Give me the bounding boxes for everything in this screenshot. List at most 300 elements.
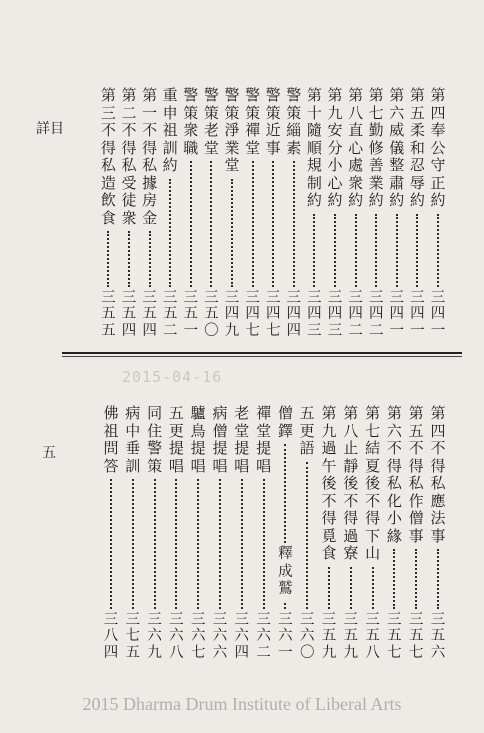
- divider-rule-thin: [62, 356, 462, 357]
- text-char: 三: [387, 611, 402, 628]
- text-char: 三: [327, 322, 343, 339]
- text-char: 夏: [365, 456, 381, 475]
- text-char: 心: [348, 138, 364, 157]
- entry-title: [101, 88, 116, 228]
- text-char: 修: [368, 138, 384, 157]
- entry-page-number: [365, 613, 380, 663]
- entry-page-number: [390, 291, 405, 341]
- text-char: 三: [408, 611, 424, 628]
- leader-dots: [372, 567, 374, 609]
- entry-title: [321, 406, 336, 564]
- toc-entry: [346, 88, 366, 340]
- text-char: 私: [142, 156, 158, 174]
- text-char: 得: [121, 138, 137, 157]
- text-char: 衆: [121, 208, 137, 227]
- text-char: 化: [386, 491, 402, 510]
- entry-page-number: [348, 291, 363, 341]
- entry-title: [169, 406, 184, 476]
- text-char: 職: [183, 138, 199, 157]
- text-char: 九: [321, 644, 337, 661]
- text-char: 警: [183, 86, 199, 104]
- text-char: 六: [169, 628, 184, 644]
- leader-dots: [284, 603, 286, 609]
- text-char: 善: [368, 156, 384, 174]
- text-char: 守: [430, 156, 446, 174]
- leader-dots: [328, 567, 330, 609]
- entry-page-number: [225, 291, 240, 341]
- toc-entry: [140, 88, 160, 340]
- text-char: 六: [234, 628, 250, 644]
- entry-title: [365, 406, 380, 564]
- text-char: 造: [100, 173, 116, 192]
- text-char: 私: [386, 474, 402, 492]
- text-char: 唱: [256, 456, 272, 475]
- text-char: 八: [169, 644, 184, 661]
- entry-page-number: [344, 613, 359, 663]
- text-char: 六: [386, 421, 402, 440]
- text-char: 八: [343, 421, 359, 440]
- toc-entry: [284, 88, 304, 340]
- text-char: 四: [389, 306, 405, 322]
- toc-entry: [210, 406, 230, 662]
- text-char: 得: [365, 509, 381, 527]
- text-char: 策: [224, 103, 240, 122]
- text-char: 重: [162, 86, 178, 104]
- leader-dots: [219, 479, 221, 609]
- text-char: 問: [103, 439, 119, 457]
- text-char: 第: [368, 86, 384, 104]
- entry-page-number: [387, 613, 402, 663]
- text-char: 一: [389, 322, 405, 339]
- text-char: 更: [168, 421, 184, 440]
- text-char: 五: [121, 306, 137, 322]
- text-char: 食: [100, 208, 116, 227]
- leader-dots: [306, 462, 308, 609]
- text-char: 後: [321, 474, 337, 492]
- text-char: 第: [389, 86, 405, 104]
- leader-dots: [437, 549, 439, 609]
- text-char: 第: [409, 86, 425, 104]
- leader-dots: [190, 161, 192, 287]
- text-char: 據: [142, 173, 158, 192]
- text-char: 堂: [224, 156, 240, 174]
- text-char: 一: [430, 322, 446, 339]
- text-char: 警: [245, 86, 261, 104]
- text-char: 四: [265, 306, 281, 322]
- entry-title: [348, 88, 363, 211]
- text-char: 三: [234, 611, 250, 628]
- entry-title: [234, 406, 249, 476]
- toc-entry: [275, 406, 295, 662]
- toc-entry: [98, 88, 118, 340]
- text-char: 忍: [409, 156, 425, 174]
- toc-entry: [101, 406, 121, 662]
- text-char: 三: [121, 289, 137, 306]
- text-char: 更: [299, 421, 315, 440]
- text-char: 四: [410, 306, 425, 322]
- text-char: 分: [327, 138, 343, 157]
- text-char: 第: [142, 86, 158, 104]
- entry-title: [286, 88, 301, 158]
- text-char: 一: [410, 322, 425, 339]
- text-char: 約: [409, 191, 425, 209]
- text-char: 不: [343, 491, 359, 510]
- text-char: 約: [430, 191, 446, 209]
- text-char: 三: [125, 611, 141, 628]
- text-char: 業: [368, 173, 384, 192]
- text-char: 威: [389, 121, 405, 139]
- text-char: 唱: [212, 456, 228, 475]
- text-char: 三: [278, 611, 293, 628]
- text-char: 不: [365, 491, 381, 510]
- entry-title: [343, 406, 358, 564]
- text-char: 五: [387, 628, 402, 644]
- text-char: 八: [348, 103, 364, 122]
- text-char: 寮: [343, 544, 359, 562]
- text-char: 二: [348, 322, 363, 339]
- text-char: 不: [430, 439, 446, 457]
- text-char: 止: [343, 439, 359, 457]
- entry-title: [410, 88, 425, 211]
- text-char: 堂: [245, 138, 261, 157]
- leader-dots: [231, 179, 233, 287]
- entry-title: [183, 88, 198, 158]
- text-char: 和: [409, 138, 425, 157]
- text-char: 警: [203, 86, 219, 104]
- text-char: 第: [430, 86, 446, 104]
- text-char: 六: [430, 644, 446, 661]
- text-char: 九: [327, 103, 343, 122]
- text-char: 三: [224, 289, 240, 306]
- text-char: 緇: [286, 121, 302, 139]
- text-char: 過: [343, 526, 359, 545]
- text-char: 策: [183, 103, 199, 122]
- leader-dots: [263, 479, 265, 609]
- leader-dots: [169, 179, 171, 287]
- text-char: 提: [256, 439, 272, 457]
- text-char: 五: [125, 644, 141, 661]
- text-char: 三: [327, 289, 343, 306]
- text-char: 衆: [348, 173, 364, 192]
- entry-author: [278, 547, 293, 600]
- toc-entry: [406, 406, 426, 662]
- entry-page-number: [245, 291, 260, 341]
- text-char: 素: [286, 138, 302, 157]
- leader-dots: [313, 214, 315, 287]
- text-char: 第: [408, 404, 424, 422]
- text-char: 第: [343, 404, 359, 422]
- text-char: 鷲: [278, 581, 293, 597]
- text-char: 後: [343, 474, 359, 492]
- text-char: 〇: [299, 644, 315, 661]
- text-char: 禪: [245, 121, 261, 139]
- text-char: 策: [286, 103, 302, 122]
- text-char: 四: [103, 644, 119, 661]
- entry-title: [300, 406, 315, 459]
- text-char: 食: [321, 544, 337, 562]
- text-char: 提: [168, 439, 184, 457]
- text-char: 七: [368, 103, 384, 122]
- toc-entry: [145, 406, 165, 662]
- text-char: 午: [321, 456, 337, 475]
- text-char: 僧: [277, 404, 293, 422]
- text-char: 病: [212, 404, 228, 422]
- text-char: 隨: [306, 121, 322, 139]
- text-char: 後: [365, 474, 381, 492]
- text-char: 五: [408, 628, 424, 644]
- text-char: 四: [142, 322, 157, 339]
- text-char: 語: [299, 439, 315, 457]
- leader-dots: [241, 479, 243, 609]
- text-char: 得: [343, 509, 359, 527]
- text-char: 住: [147, 421, 163, 440]
- text-char: 七: [125, 628, 141, 644]
- text-char: 警: [147, 439, 163, 457]
- text-char: 三: [103, 611, 119, 628]
- text-char: 三: [190, 611, 206, 628]
- text-char: 五: [365, 628, 380, 644]
- entry-page-number: [169, 613, 184, 663]
- text-char: 成: [278, 563, 293, 580]
- entry-title: [307, 88, 322, 211]
- text-char: 四: [430, 103, 446, 122]
- entry-title: [389, 88, 404, 211]
- entry-title: [430, 88, 445, 211]
- text-char: 禪: [256, 404, 272, 422]
- text-char: 房: [142, 191, 158, 209]
- running-header-char: 詳目: [36, 121, 64, 137]
- text-char: 四: [121, 322, 137, 339]
- entry-page-number: [142, 291, 157, 341]
- text-char: 公: [430, 138, 446, 157]
- entry-page-number: [104, 613, 119, 663]
- entry-title: [204, 88, 219, 158]
- text-char: 提: [234, 439, 250, 457]
- text-char: 五: [343, 628, 359, 644]
- text-char: 一: [183, 322, 199, 339]
- text-char: 二: [162, 322, 178, 339]
- entry-page-number: [328, 291, 343, 341]
- text-char: 下: [365, 526, 381, 545]
- leader-dots: [396, 214, 398, 287]
- toc-entry: [407, 88, 427, 340]
- leader-dots: [110, 479, 112, 609]
- text-char: 柔: [409, 121, 425, 139]
- text-char: 飲: [100, 191, 116, 209]
- toc-entry: [232, 406, 252, 662]
- text-char: 三: [307, 322, 322, 339]
- entry-title: [142, 88, 157, 228]
- text-char: 緣: [386, 526, 402, 545]
- toc-entry: [297, 406, 317, 662]
- toc-entry: [181, 88, 201, 340]
- entry-page-number: [300, 613, 315, 663]
- entry-title: [191, 406, 206, 476]
- text-char: 三: [100, 103, 116, 122]
- text-char: 二: [121, 103, 137, 122]
- text-char: 結: [365, 439, 381, 457]
- leader-dots: [284, 444, 286, 543]
- text-char: 靜: [343, 456, 359, 475]
- text-char: 訓: [125, 456, 141, 475]
- text-char: 三: [286, 289, 302, 306]
- toc-entry: [160, 88, 180, 340]
- text-char: 第: [348, 86, 364, 104]
- entry-page-number: [266, 291, 281, 341]
- text-char: 事: [408, 526, 424, 545]
- text-char: 過: [321, 439, 337, 457]
- text-char: 私: [121, 156, 137, 174]
- text-char: 得: [386, 456, 402, 475]
- text-char: 四: [286, 306, 302, 322]
- running-header: [36, 118, 64, 136]
- entry-title: [430, 406, 445, 546]
- text-char: 約: [162, 156, 178, 174]
- text-char: 〇: [204, 322, 219, 339]
- text-char: 奉: [430, 121, 446, 139]
- entry-page-number: [122, 291, 137, 341]
- text-char: 一: [142, 103, 158, 122]
- text-char: 七: [387, 644, 402, 661]
- text-char: 得: [408, 456, 424, 475]
- text-char: 三: [430, 289, 446, 306]
- text-char: 五: [142, 306, 157, 322]
- text-char: 訓: [162, 138, 178, 157]
- text-char: 得: [142, 138, 158, 157]
- text-char: 業: [224, 138, 240, 157]
- text-char: 七: [265, 322, 281, 339]
- text-char: 三: [169, 611, 184, 628]
- text-char: 受: [121, 173, 137, 192]
- page-number: 五: [42, 445, 56, 461]
- text-char: 三: [265, 289, 281, 306]
- entry-page-number: [213, 613, 228, 663]
- text-char: 處: [348, 156, 364, 174]
- entry-page-number: [287, 291, 302, 341]
- text-char: 驢: [190, 404, 206, 422]
- text-char: 八: [365, 644, 380, 661]
- text-char: 金: [142, 208, 158, 227]
- text-char: 五: [409, 103, 425, 122]
- text-char: 私: [408, 474, 424, 492]
- toc-entry: [325, 88, 345, 340]
- text-char: 覓: [321, 526, 337, 545]
- text-char: 第: [430, 404, 446, 422]
- entry-title: [327, 88, 342, 211]
- leader-dots: [437, 214, 439, 287]
- text-char: 二: [368, 322, 384, 339]
- text-char: 四: [430, 306, 446, 322]
- text-char: 徒: [121, 191, 137, 209]
- leader-dots: [149, 231, 151, 287]
- text-char: 警: [224, 86, 240, 104]
- entry-page-number: [431, 291, 446, 341]
- text-char: 四: [348, 306, 363, 322]
- entry-page-number: [147, 613, 162, 663]
- text-char: 二: [256, 644, 271, 661]
- text-char: 三: [410, 289, 425, 306]
- text-char: 老: [203, 121, 219, 139]
- leader-dots: [393, 549, 395, 609]
- text-char: 策: [245, 103, 261, 122]
- entry-title: [409, 406, 424, 546]
- text-char: 四: [307, 306, 322, 322]
- text-char: 策: [265, 103, 281, 122]
- text-char: 五: [408, 421, 424, 440]
- toc-entry: [304, 88, 324, 340]
- text-char: 第: [100, 86, 116, 104]
- date-stamp: 2015-04-16: [122, 368, 223, 386]
- text-char: 三: [212, 611, 228, 628]
- text-char: 作: [408, 491, 424, 510]
- text-char: 三: [430, 611, 446, 628]
- text-char: 小: [327, 156, 343, 174]
- text-char: 提: [190, 439, 206, 457]
- text-char: 三: [365, 611, 380, 628]
- text-char: 十: [306, 103, 322, 122]
- text-char: 唱: [168, 456, 184, 475]
- toc-entry: [341, 406, 361, 662]
- text-char: 七: [245, 322, 260, 339]
- text-char: 事: [265, 138, 281, 157]
- toc-entry: [119, 88, 139, 340]
- text-char: 病: [125, 404, 141, 422]
- divider-rule: [62, 352, 462, 354]
- text-char: 四: [234, 644, 250, 661]
- text-char: 淨: [224, 121, 240, 139]
- text-char: 九: [224, 322, 240, 339]
- text-char: 私: [430, 474, 446, 492]
- text-char: 辱: [409, 173, 425, 192]
- text-char: 策: [147, 456, 163, 475]
- text-char: 三: [147, 611, 162, 628]
- text-char: 不: [386, 439, 402, 457]
- text-char: 唱: [190, 456, 206, 475]
- text-char: 四: [368, 306, 384, 322]
- text-char: 唱: [234, 456, 250, 475]
- text-char: 整: [389, 156, 405, 174]
- text-char: 約: [306, 191, 322, 209]
- text-char: 四: [430, 421, 446, 440]
- text-char: 六: [256, 628, 271, 644]
- entry-page-number: [163, 291, 178, 341]
- leader-dots: [175, 479, 177, 609]
- toc-entry: [428, 88, 448, 340]
- leader-dots: [355, 214, 357, 287]
- text-char: 規: [306, 156, 322, 174]
- text-char: 五: [183, 306, 199, 322]
- text-char: 六: [299, 628, 315, 644]
- text-char: 九: [321, 421, 337, 440]
- text-char: 第: [327, 86, 343, 104]
- text-char: 鳥: [190, 421, 206, 440]
- text-char: 小: [386, 509, 402, 527]
- entry-page-number: [204, 291, 219, 341]
- toc-entry: [201, 88, 221, 340]
- text-char: 心: [327, 173, 343, 192]
- toc-entry: [428, 406, 448, 662]
- leader-dots: [132, 479, 134, 609]
- text-char: 六: [212, 628, 228, 644]
- text-char: 約: [348, 191, 364, 209]
- text-char: 不: [142, 121, 158, 139]
- text-char: 老: [234, 404, 250, 422]
- text-char: 警: [286, 86, 302, 104]
- text-char: 五: [101, 306, 116, 322]
- text-char: 六: [278, 628, 293, 644]
- leader-dots: [350, 567, 352, 609]
- text-char: 約: [327, 191, 343, 209]
